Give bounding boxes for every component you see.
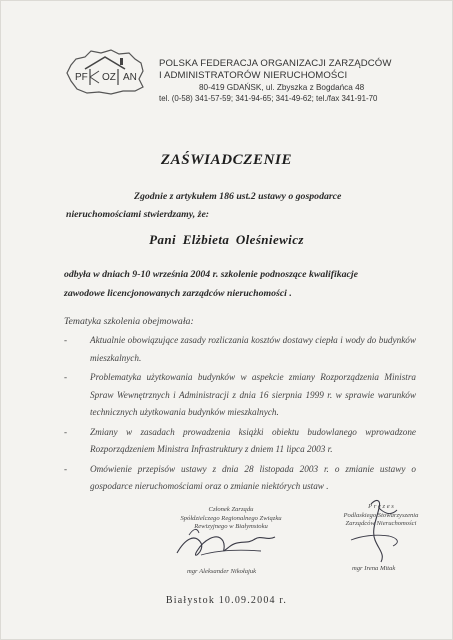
completion-line-2: zawodowe licencjonowanych zarządców nieruchomości . (64, 288, 292, 299)
left-signatory-org2: Rewizyjnego w Białymstoku (194, 523, 268, 531)
left-signatory-role: Członek Zarządu (208, 506, 254, 513)
org-name-line2: I ADMINISTRATORÓW NIERUCHOMOŚCI (159, 70, 348, 81)
left-signatory-name: mgr Aleksander Nikołajuk (187, 568, 257, 575)
list-item (64, 424, 416, 459)
org-address: 80-419 GDAŃSK, ul. Zbyszka z Bogdańca 48 (199, 83, 365, 92)
right-signatory-name: mgr Irena Mitak (352, 565, 396, 572)
left-signatory-org1: Spółdzielczego Regionalnego Związku (180, 514, 282, 522)
list-item (64, 332, 416, 367)
svg-text:PF: PF (75, 72, 88, 83)
left-handwritten-signature-icon (171, 521, 291, 571)
right-handwritten-signature-icon (331, 496, 431, 570)
list-item (64, 369, 416, 422)
svg-text:OZ: OZ (102, 72, 116, 83)
topic-text: Aktualnie obowiązujące zasady rozliczania kosztów dostawy ciepła i wody do budynków mieszkalnych. (90, 335, 416, 363)
list-item (64, 461, 416, 496)
svg-text:AN: AN (123, 72, 137, 83)
topics-list (64, 332, 416, 498)
document-title: ZAŚWIADCZENIE (160, 152, 293, 168)
right-signatory-org2: Zarządców Nieruchomości (345, 520, 417, 528)
intro-line-2: nieruchomościami stwierdzamy, że: (66, 209, 210, 220)
topic-text: Zmiany w zasadach prowadzenia książki obiektu budowlanego wprowadzone Rozporządzeniem Ministra Infrastruktury z dniem 11 lipca 2003 r. (90, 426, 416, 454)
org-phones: tel. (0-58) 341-57-59; 341-94-65; 341-49-62; tel./fax 341-91-70 (159, 94, 378, 103)
topic-text: Omówienie przepisów ustawy z dnia 28 listopada 2003 r. o zmianie ustawy o gospodarce nieruchomościami oraz o zmianie niektórych ustaw . (90, 463, 416, 491)
dash-marker: - (64, 372, 68, 382)
right-signatory-role: P r e z e s (368, 503, 394, 510)
pfozan-logo-icon (61, 47, 149, 97)
topic-text: Problematyka użytkowania budynków w aspekcie zmiany Rozporządzenia Ministra Spraw Wewnętrznych i Administracji z dnia 16 sierpnia 1999 r. w sprawie warunków technicznych użytkowania budynków mieszkalnych. (90, 372, 416, 417)
organization-header (159, 58, 444, 104)
intro-line-1: Zgodnie z artykułem 186 ust.2 ustawy o gospodarce (134, 191, 342, 202)
dash-marker: - (64, 463, 68, 474)
topics-heading: Tematyka szkolenia obejmowała: (64, 316, 194, 327)
completion-line-1: odbyła w dniach 9-10 września 2004 r. szkolenie podnoszące kwalifikacje (64, 269, 358, 280)
org-name-line1: POLSKA FEDERACJA ORGANIZACJI ZARZĄDCÓW (159, 58, 392, 69)
right-signatory-org1: Podlaskiego Stowarzyszenia (343, 511, 419, 519)
dash-marker: - (64, 426, 68, 437)
recipient-name: Pani Elżbieta Oleśniewicz (149, 232, 304, 247)
dash-marker: - (64, 335, 68, 345)
place-and-date: Białystok 10.09.2004 r. (165, 595, 288, 606)
